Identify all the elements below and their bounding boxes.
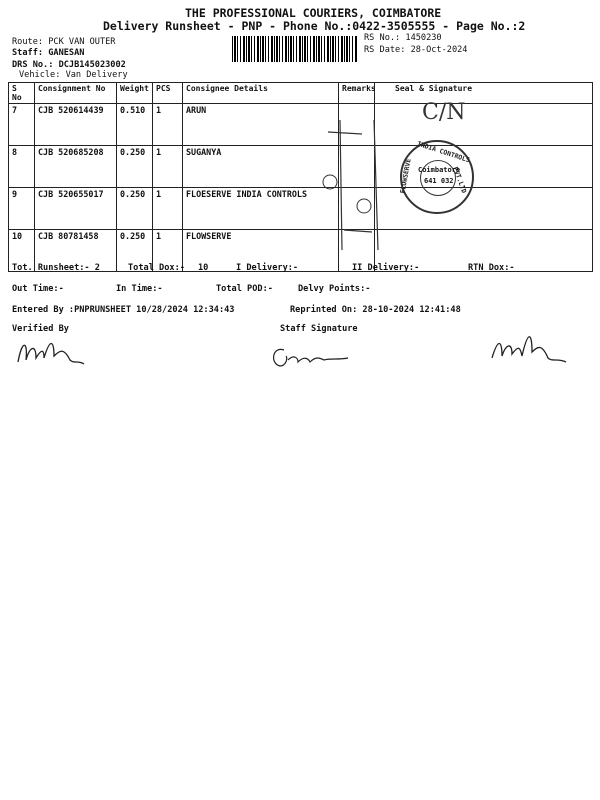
cell-consignee: SUGANYA bbox=[183, 146, 339, 188]
reprinted-on: Reprinted On: 28-10-2024 12:41:48 bbox=[290, 305, 461, 315]
i-delivery: I Delivery:- bbox=[236, 263, 299, 273]
drs-label: DRS No.: DCJB145023002 bbox=[12, 60, 126, 70]
entered-by: Entered By :PNPRUNSHEET 10/28/2024 12:34:43 bbox=[12, 305, 235, 315]
cell-weight: 0.250 bbox=[117, 230, 153, 272]
total-pod: Total POD:- bbox=[216, 284, 273, 294]
cell-pcs: 1 bbox=[153, 188, 183, 230]
verified-signature bbox=[14, 330, 104, 375]
delvy-points: Delvy Points:- bbox=[298, 284, 371, 294]
cell-consignee: FLOESERVE INDIA CONTROLS bbox=[183, 188, 339, 230]
total-runsheet: Tot. Runsheet:- 2 bbox=[12, 263, 100, 273]
cell-consignee: FLOWSERVE bbox=[183, 230, 339, 272]
seal-center-bottom: 641 032 bbox=[424, 177, 454, 185]
cell-consignment: CJB 520614439 bbox=[35, 104, 117, 146]
col-sno: S No bbox=[9, 83, 35, 104]
seal-text-left: FLOWSERVE bbox=[398, 157, 413, 195]
seal-area-signature bbox=[488, 324, 578, 374]
cell-consignee: ARUN bbox=[183, 104, 339, 146]
cell-pcs: 1 bbox=[153, 230, 183, 272]
out-time: Out Time:- bbox=[12, 284, 64, 294]
col-consignee: Consignee Details bbox=[183, 83, 339, 104]
cell-pcs: 1 bbox=[153, 146, 183, 188]
cell-weight: 0.250 bbox=[117, 146, 153, 188]
seal-text-right: PVT.LTD bbox=[451, 165, 469, 195]
rs-date-label: RS Date: 28-Oct-2024 bbox=[364, 45, 468, 55]
route-label: Route: PCK VAN OUTER bbox=[12, 37, 116, 47]
cell-weight: 0.510 bbox=[117, 104, 153, 146]
cell-sno: 9 bbox=[9, 188, 35, 230]
vehicle-label: Vehicle: Van Delivery bbox=[19, 70, 128, 80]
total-dox-label: Total Dox:- bbox=[128, 263, 185, 273]
cell-consignment: CJB 520685208 bbox=[35, 146, 117, 188]
company-seal bbox=[400, 140, 474, 214]
col-pcs: PCS bbox=[153, 83, 183, 104]
verified-by-label: Verified By bbox=[12, 324, 69, 334]
rtn-dox: RTN Dox:- bbox=[468, 263, 515, 273]
handwritten-marks bbox=[300, 100, 400, 260]
seal-center-top: Coimbatore bbox=[418, 166, 461, 174]
ii-delivery: II Delivery:- bbox=[352, 263, 420, 273]
company-title: THE PROFESSIONAL COURIERS, COIMBATORE bbox=[185, 6, 442, 20]
cell-consignment: CJB 520655017 bbox=[35, 188, 117, 230]
in-time: In Time:- bbox=[116, 284, 163, 294]
barcode bbox=[232, 36, 358, 62]
cell-sno: 8 bbox=[9, 146, 35, 188]
col-seal: Seal & Signature bbox=[375, 83, 593, 104]
cell-sno: 10 bbox=[9, 230, 35, 272]
staff-signature-label: Staff Signature bbox=[280, 324, 358, 334]
handwritten-remark: C/N bbox=[422, 100, 466, 125]
runsheet-subtitle: Delivery Runsheet - PNP - Phone No.:0422-3505555 - Page No.:2 bbox=[103, 19, 526, 33]
staff-signature bbox=[268, 336, 358, 376]
staff-label: Staff: GANESAN bbox=[12, 48, 85, 58]
col-weight: Weight bbox=[117, 83, 153, 104]
cell-seal bbox=[375, 104, 593, 146]
cell-consignment: CJB 80781458 bbox=[35, 230, 117, 272]
col-remarks: Remarks bbox=[339, 83, 375, 104]
total-dox-value: 10 bbox=[198, 263, 209, 273]
rs-no-label: RS No.: 1450230 bbox=[364, 33, 442, 43]
cell-weight: 0.250 bbox=[117, 188, 153, 230]
col-consignment: Consignment No bbox=[35, 83, 117, 104]
seal-text-top: INDIA CONTROLS bbox=[416, 139, 471, 165]
cell-sno: 7 bbox=[9, 104, 35, 146]
cell-pcs: 1 bbox=[153, 104, 183, 146]
